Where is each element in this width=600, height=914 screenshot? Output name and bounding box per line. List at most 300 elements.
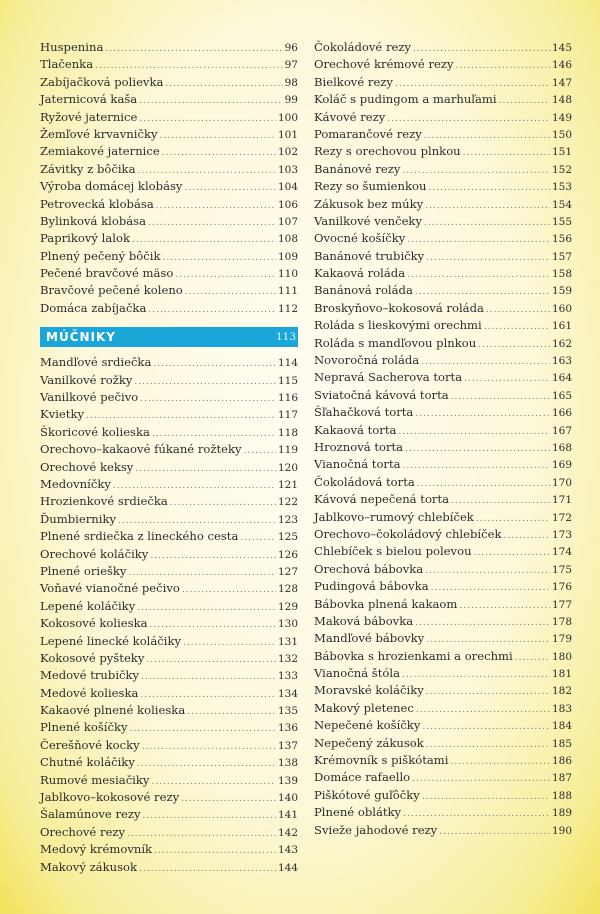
toc-entry[interactable] [314,423,572,440]
toc-entry[interactable] [40,460,298,477]
toc-entry-title: Moravské koláčiky [314,683,424,698]
toc-entry-title: Ďumbierniky [40,511,117,526]
toc-entry-title: Rumové mesiačiky [40,772,150,787]
toc-entry[interactable] [314,718,572,735]
toc-leader-dots [515,653,550,663]
toc-entry-page-number: 126 [277,548,298,561]
toc-leader-dots [127,829,276,839]
toc-entry[interactable] [40,40,298,57]
toc-leader-dots [463,148,550,158]
toc-leader-dots [426,687,550,697]
toc-leader-dots [451,496,550,506]
toc-entry[interactable] [314,40,572,57]
toc-entry-page-number: 97 [284,59,298,72]
toc-leader-dots [139,864,276,874]
toc-entry[interactable] [40,529,298,546]
toc-entry-title: Plnený pečený bôčik [40,248,161,263]
toc-entry-title: Svieže jahodové rezy [314,822,438,837]
toc-leader-dots [135,464,276,474]
toc-entry[interactable] [314,301,572,318]
toc-entry-title: Domáca zabíjačka [40,300,147,315]
toc-entry[interactable] [40,144,298,161]
toc-entry-title: Kávová nepečená torta [314,492,450,507]
section-header-mucniky[interactable] [40,327,298,347]
toc-entry[interactable] [314,457,572,474]
toc-entry-page-number: 129 [277,600,298,613]
toc-entry[interactable] [314,388,572,405]
toc-entry[interactable] [40,92,298,109]
toc-entry-title: Výroba domácej klobásy [40,179,183,194]
toc-leader-dots [402,670,550,680]
toc-leader-dots [484,322,550,332]
toc-entry[interactable] [40,390,298,407]
toc-entry-page-number: 119 [277,444,298,457]
toc-entry-page-number: 98 [284,76,298,89]
toc-entry-title: Zemiakové jaternice [40,144,160,159]
toc-entry-page-number: 115 [277,374,298,387]
toc-entry-title: Kakaová roláda [314,266,406,281]
toc-entry[interactable] [314,510,572,527]
toc-entry-page-number: 121 [277,478,298,491]
toc-entry-page-number: 172 [551,511,572,524]
toc-leader-dots [105,44,282,54]
toc-leader-dots [426,635,550,645]
toc-entry-page-number: 128 [277,583,298,596]
toc-entry[interactable] [40,355,298,372]
toc-entry-title: Orechové koláčiky [40,546,149,561]
toc-entry[interactable] [40,110,298,127]
toc-entry-title: Čokoládové rezy [314,40,412,54]
toc-entry[interactable] [40,703,298,720]
toc-entry-title: Sviatočná kávová torta [314,387,449,402]
toc-entry-title: Koláč s pudingom a marhuľami [314,92,497,107]
toc-entry-title: Pomarančové rezy [314,126,422,141]
toc-leader-dots [421,357,550,367]
toc-leader-dots [499,96,550,106]
toc-entry-title: Plnené oriešky [40,563,127,578]
toc-leader-dots [160,131,276,141]
toc-entry-title: Lepené koláčiky [40,598,136,613]
toc-leader-dots [474,548,550,558]
toc-entry[interactable] [40,179,298,196]
toc-leader-dots [407,270,550,280]
toc-entry[interactable] [40,547,298,564]
toc-entry[interactable] [40,634,298,651]
toc-leader-dots [422,792,550,802]
toc-entry[interactable] [314,353,572,370]
toc-entry-page-number: 122 [277,496,298,509]
toc-entry[interactable] [314,614,572,631]
toc-entry-title: Chutné koláčiky [40,755,135,770]
toc-entry-title: Ryžové jaternice [40,109,138,124]
toc-entry-page-number: 158 [551,268,572,281]
toc-leader-dots [130,724,276,734]
toc-entry-page-number: 189 [551,807,572,820]
toc-leader-dots [395,79,550,89]
toc-entry[interactable] [40,599,298,616]
toc-entry[interactable] [314,562,572,579]
toc-entry-title: Makový pletenec [314,700,414,715]
toc-leader-dots [150,620,276,630]
toc-entry-page-number: 162 [551,337,572,350]
toc-entry[interactable] [314,492,572,509]
toc-entry-page-number: 164 [551,372,572,385]
toc-entry[interactable] [314,683,572,700]
toc-entry-page-number: 174 [551,546,572,559]
toc-leader-dots [132,235,276,245]
toc-entry-title: Orechové keksy [40,459,134,474]
toc-entry-title: Čerešňové kocky [40,737,140,752]
toc-entry[interactable] [314,701,572,718]
toc-entry-page-number: 111 [277,285,298,298]
toc-leader-dots [412,774,550,784]
toc-leader-dots [142,742,276,752]
toc-entry[interactable] [314,144,572,161]
toc-entry-page-number: 100 [277,111,298,124]
toc-leader-dots [425,201,550,211]
toc-leader-dots [407,235,550,245]
toc-entry-title: Čokoládová torta [314,474,415,489]
toc-entry[interactable] [40,407,298,424]
toc-entry-page-number: 152 [551,163,572,176]
toc-entry[interactable] [40,651,298,668]
toc-entry-title: Banánová roláda [314,283,413,298]
toc-entry-page-number: 147 [551,76,572,89]
toc-entry[interactable] [40,477,298,494]
toc-leader-dots [416,705,550,715]
toc-entry-title: Bábovka plnená kakaom [314,596,458,611]
toc-leader-dots [504,531,550,541]
toc-entry[interactable] [314,631,572,648]
toc-entry[interactable] [314,318,572,335]
toc-entry[interactable] [314,788,572,805]
toc-entry[interactable] [40,214,298,231]
toc-entry-title: Voňavé vianočné pečivo [40,581,180,596]
toc-entry-page-number: 125 [277,531,298,544]
toc-entry[interactable] [40,57,298,74]
toc-entry[interactable] [40,425,298,442]
toc-entry[interactable] [40,581,298,598]
toc-leader-dots [163,253,276,263]
toc-entry-title: Banánové trubičky [314,248,425,263]
toc-entry-title: Bielkové rezy [314,74,393,89]
toc-entry-title: Pudingová bábovka [314,579,429,594]
toc-entry-page-number: 140 [277,792,298,805]
toc-leader-dots [415,618,550,628]
toc-leader-dots [153,359,276,369]
toc-entry-title: Paprikový lalok [40,231,130,246]
toc-entry[interactable] [314,75,572,92]
toc-entry[interactable] [314,823,572,840]
toc-leader-dots [154,846,276,856]
toc-entry[interactable] [314,527,572,544]
toc-entry-page-number: 120 [277,461,298,474]
toc-entry-page-number: 157 [551,250,572,263]
toc-entry-title: Pečené bravčové mäso [40,266,174,281]
toc-entry-page-number: 134 [277,687,298,700]
toc-leader-dots [137,603,276,613]
toc-entry-page-number: 186 [551,755,572,768]
toc-leader-dots [184,183,275,193]
toc-entry-page-number: 116 [277,392,298,405]
toc-entry-page-number: 131 [277,635,298,648]
toc-entry-title: Plnené srdiečka z lineckého cesta [40,529,239,544]
toc-entry-title: Domáce rafaello [314,770,411,785]
toc-entry-title: Tlačenka [40,57,94,72]
toc-entry-title: Piškótové guľôčky [314,787,420,802]
toc-entry[interactable] [40,564,298,581]
toc-entry-page-number: 110 [277,268,298,281]
toc-entry[interactable] [40,266,298,283]
toc-entry-title: Orechová bábovka [314,561,424,576]
toc-entry[interactable] [314,440,572,457]
toc-entry-page-number: 150 [551,128,572,141]
toc-entry-page-number: 108 [277,233,298,246]
toc-entry-page-number: 112 [277,302,298,315]
toc-entry[interactable] [314,92,572,109]
toc-list-right [314,40,572,840]
toc-entry-page-number: 190 [551,824,572,837]
toc-leader-dots [415,287,550,297]
toc-entry-page-number: 127 [277,565,298,578]
toc-entry-title: Orechovo–čokoládový chlebíček [314,526,502,541]
toc-entry-page-number: 144 [277,861,298,874]
toc-leader-dots [137,166,275,176]
toc-entry[interactable] [40,127,298,144]
toc-entry-page-number: 163 [551,355,572,368]
toc-entry[interactable] [40,825,298,842]
toc-entry-title: Bravčové pečené koleno [40,283,183,298]
toc-entry[interactable] [40,75,298,92]
toc-entry-title: Roláda s lieskovými orechmi [314,318,482,333]
toc-entry-page-number: 145 [551,42,572,54]
toc-entry[interactable] [314,597,572,614]
toc-entry-title: Kvietky [40,407,85,422]
toc-entry[interactable] [40,790,298,807]
toc-entry[interactable] [314,127,572,144]
toc-entry[interactable] [314,544,572,561]
toc-entry-page-number: 137 [277,739,298,752]
toc-entry-title: Žemľové krvavničky [40,126,158,141]
toc-entry[interactable] [40,494,298,511]
toc-entry-page-number: 179 [551,633,572,646]
toc-entry-page-number: 181 [551,668,572,681]
toc-leader-dots [244,446,276,456]
toc-leader-dots [428,183,549,193]
toc-entry-title: Nepečené košíčky [314,718,421,733]
toc-entry-page-number: 149 [551,111,572,124]
toc-entry-title: Novoročná roláda [314,353,420,368]
toc-leader-dots [415,409,550,419]
toc-entry[interactable] [314,805,572,822]
toc-entry[interactable] [40,860,298,877]
toc-leader-dots [143,811,276,821]
toc-entry-page-number: 123 [277,513,298,526]
toc-leader-dots [151,777,275,787]
toc-entry-title: Šalamúnove rezy [40,807,141,822]
toc-entry-title: Banánové rezy [314,161,401,176]
toc-entry[interactable] [314,405,572,422]
toc-entry[interactable] [40,249,298,266]
toc-entry-title: Rezy s orechovou plnkou [314,144,461,159]
toc-entry-title: Vanilkové venčeky [314,213,423,228]
toc-entry-page-number: 102 [277,146,298,159]
toc-entry[interactable] [40,197,298,214]
toc-leader-dots [451,392,550,402]
toc-leader-dots [478,340,550,350]
toc-leader-dots [439,827,550,837]
toc-entry[interactable] [314,666,572,683]
toc-entry[interactable] [314,283,572,300]
toc-entry-title: Jablkovo–rumový chlebíček [314,509,474,524]
toc-leader-dots [187,707,276,717]
toc-entry-title: Hroznová torta [314,439,404,454]
toc-entry[interactable] [40,807,298,824]
toc-entry[interactable] [40,373,298,390]
toc-entry[interactable] [314,753,572,770]
toc-entry[interactable] [40,442,298,459]
toc-leader-dots [426,253,550,263]
toc-entry-page-number: 103 [277,163,298,176]
toc-leader-dots [140,690,276,700]
toc-leader-dots [422,722,550,732]
toc-entry[interactable] [40,738,298,755]
toc-entry-page-number: 176 [551,581,572,594]
toc-leader-dots [398,427,550,437]
toc-entry[interactable] [40,773,298,790]
toc-leader-dots [146,655,276,665]
toc-entry-title: Bábovka s hrozienkami a orechmi [314,648,513,663]
toc-entry-page-number: 167 [551,424,572,437]
toc-entry[interactable] [314,197,572,214]
toc-entry-page-number: 148 [551,94,572,107]
toc-entry-title: Kakaové plnené kolieska [40,703,186,718]
toc-entry-page-number: 130 [277,618,298,631]
toc-entry[interactable] [40,301,298,318]
toc-entry-title: Orechové krémové rezy [314,57,454,72]
toc-entry-page-number: 173 [551,528,572,541]
toc-leader-dots [139,96,282,106]
toc-entry-title: Kokosové pyšteky [40,650,145,665]
toc-leader-dots [424,218,550,228]
toc-entry[interactable] [314,231,572,248]
toc-entry-page-number: 135 [277,705,298,718]
toc-leader-dots [134,377,276,387]
toc-entry-page-number: 118 [277,426,298,439]
toc-leader-dots [148,305,276,315]
toc-entry[interactable] [40,842,298,859]
toc-entry[interactable] [314,579,572,596]
toc-entry[interactable] [314,249,572,266]
toc-entry[interactable] [314,649,572,666]
toc-entry-page-number: 151 [551,146,572,159]
toc-entry-page-number: 117 [277,409,298,422]
toc-entry[interactable] [40,283,298,300]
toc-entry-title: Petrovecká klobása [40,196,154,211]
toc-leader-dots [148,218,276,228]
toc-entry-title: Maková bábovka [314,613,414,628]
toc-entry-page-number: 165 [551,389,572,402]
toc-entry[interactable] [40,755,298,772]
toc-leader-dots [459,601,550,611]
toc-entry-title: Krémovník s piškótami [314,753,449,768]
toc-leader-dots [456,61,550,71]
toc-entry[interactable] [314,336,572,353]
toc-entry-page-number: 175 [551,563,572,576]
toc-entry[interactable] [40,512,298,529]
toc-entry-title: Chlebíček s bielou polevou [314,544,472,559]
toc-entry[interactable] [40,720,298,737]
toc-entry-title: Šľahačková torta [314,405,414,420]
toc-entry-page-number: 101 [277,128,298,141]
toc-entry-page-number: 188 [551,789,572,802]
toc-entry[interactable] [314,57,572,74]
toc-entry-title: Nepravá Sacherova torta [314,370,463,385]
toc-entry-page-number: 154 [551,198,572,211]
toc-entry-title: Bylinková klobása [40,213,147,228]
toc-leader-dots [476,514,550,524]
toc-entry-title: Zákusok bez múky [314,196,424,211]
toc-entry-page-number: 106 [277,198,298,211]
toc-leader-dots [162,148,276,158]
toc-entry[interactable] [40,616,298,633]
toc-entry-title: Vianočná torta [314,457,401,472]
toc-entry-page-number: 143 [277,844,298,857]
toc-entry-page-number: 146 [551,59,572,72]
toc-entry[interactable] [40,162,298,179]
toc-leader-dots [405,444,550,454]
toc-entry-page-number: 132 [277,652,298,665]
toc-entry[interactable] [40,231,298,248]
toc-entry-page-number: 104 [277,181,298,194]
toc-entry[interactable] [314,179,572,196]
toc-entry[interactable] [40,686,298,703]
section-title: MÚČNIKY [46,330,116,345]
section-page-number: 113 [275,331,296,344]
toc-entry-page-number: 183 [551,702,572,715]
toc-entry-title: Medový krémovník [40,842,153,857]
toc-leader-dots [170,498,276,508]
toc-entry-title: Vanilkové rožky [40,372,133,387]
toc-entry-page-number: 161 [551,320,572,333]
toc-entry[interactable] [314,370,572,387]
toc-entry-title: Roláda s mandľovou plnkou [314,335,477,350]
toc-entry-title: Kokosové kolieska [40,616,148,631]
toc-entry-page-number: 187 [551,772,572,785]
toc-entry-page-number: 136 [277,722,298,735]
toc-entry[interactable] [314,475,572,492]
toc-entry[interactable] [314,770,572,787]
toc-entry-title: Plnené košíčky [40,720,128,735]
toc-leader-dots [181,794,276,804]
toc-list-left-bottom [40,355,298,877]
toc-entry-page-number: 139 [277,774,298,787]
toc-entry-page-number: 133 [277,670,298,683]
toc-entry[interactable] [314,736,572,753]
toc-leader-dots [402,166,550,176]
toc-leader-dots [165,79,282,89]
toc-leader-dots [185,287,276,297]
toc-entry[interactable] [314,162,572,179]
toc-entry-title: Závitky z bôčika [40,161,136,176]
toc-leader-dots [128,568,275,578]
toc-entry[interactable] [314,214,572,231]
toc-entry[interactable] [314,110,572,127]
toc-leader-dots [118,516,276,526]
toc-leader-dots [139,114,276,124]
toc-entry[interactable] [40,668,298,685]
toc-entry[interactable] [314,266,572,283]
